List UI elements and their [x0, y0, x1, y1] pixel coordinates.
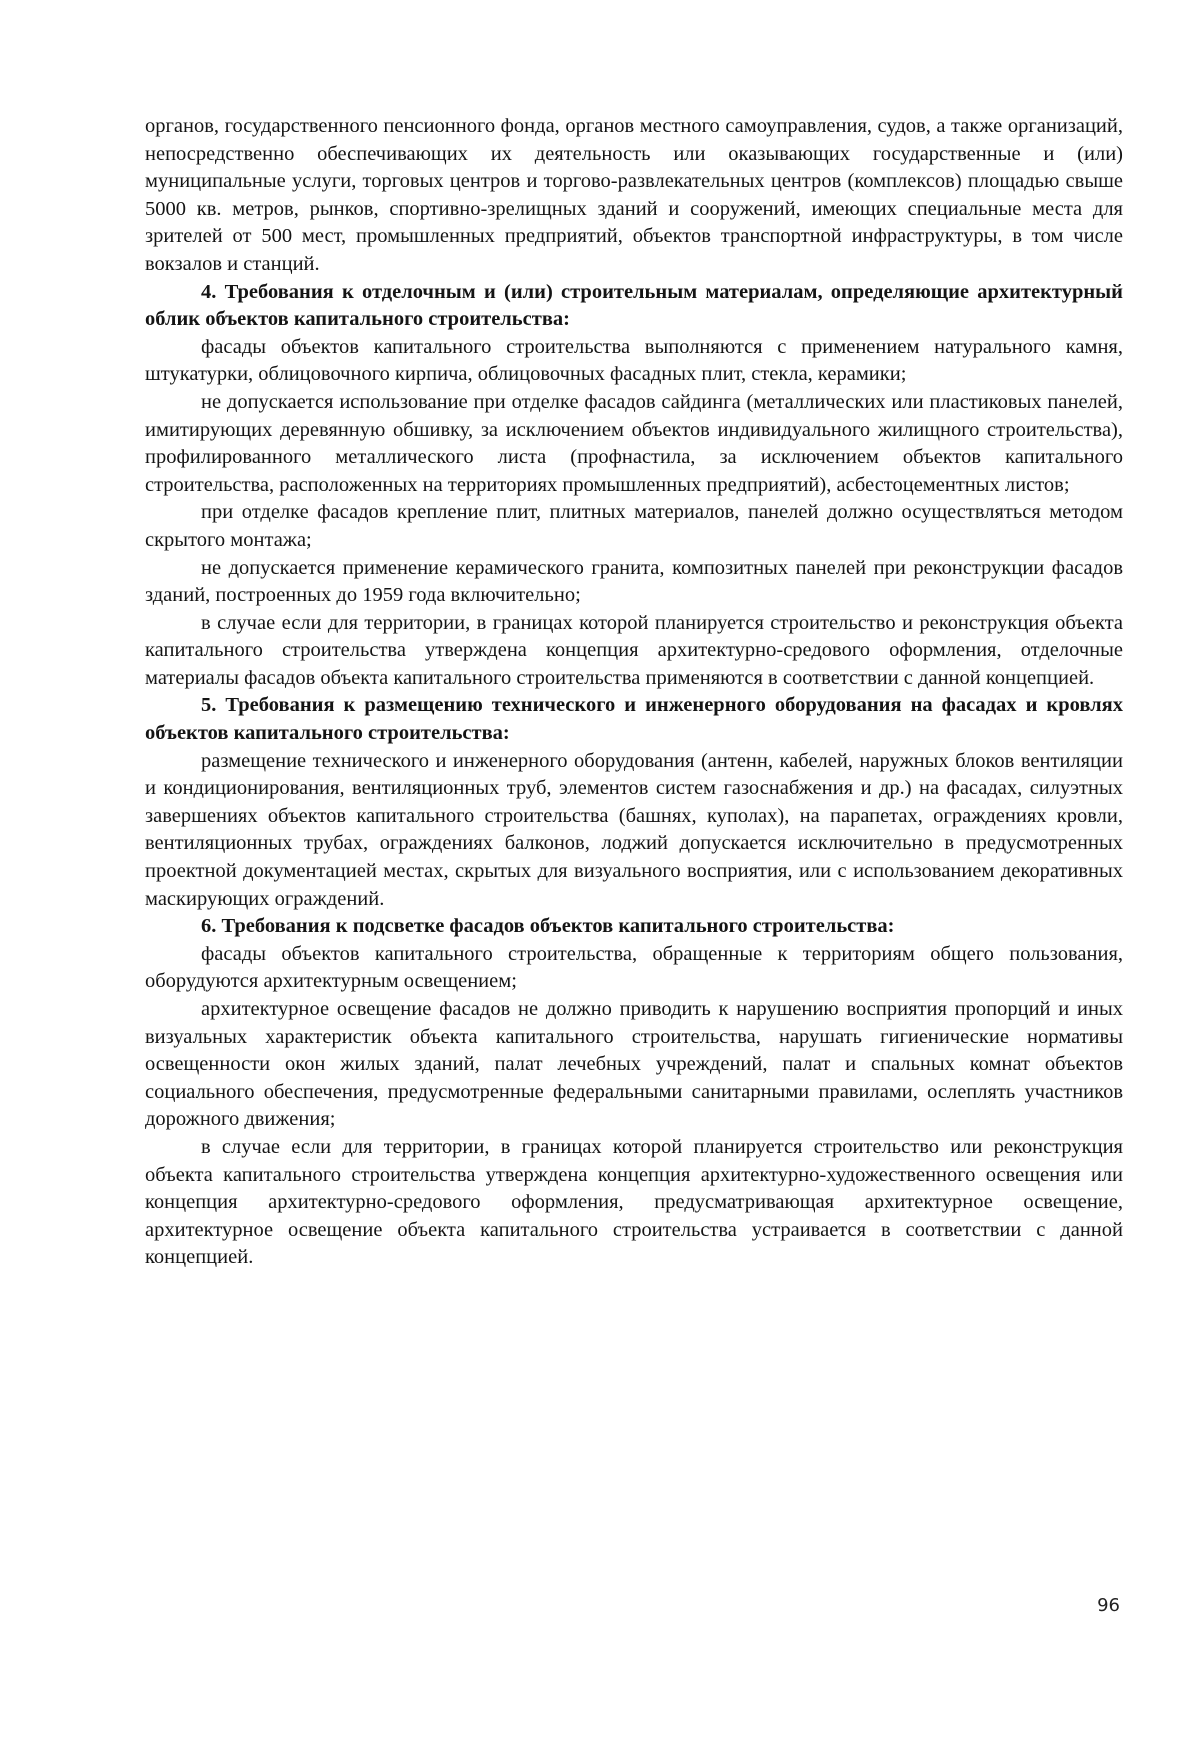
paragraph: не допускается применение керамического гранита, композитных панелей при реконструкции фасадов зданий, построенных до 1959 года включительно;	[145, 556, 1123, 607]
paragraph: в случае если для территории, в границах которой планируется строительство или реконструкция объекта капитального строительства утверждена концепция архитектурно-художественного освещения или концепция архитектурно-средового оформления, предусматривающая архитектурное освещение, архитектурное освещение объекта капитального строительства устраивается в соответствии с данной концепцией.	[145, 1135, 1123, 1269]
page-number: 96	[1097, 1595, 1120, 1616]
paragraph: фасады объектов капитального строительства выполняются с применением натурального камня, штукатурки, облицовочного кирпича, облицовочных фасадных плит, стекла, керамики;	[145, 335, 1123, 386]
section-heading-6: 6. Требования к подсветке фасадов объектов капитального строительства:	[201, 915, 895, 938]
paragraph: не допускается использование при отделке фасадов сайдинга (металлических или пластиковых панелей, имитирующих деревянную обшивку, за исключением объектов индивидуального жилищного строительства), профилированного металлического листа (профнастила, за исключением объектов капитального строительства, расположенных на территориях промышленных предприятий), асбестоцементных листов;	[145, 390, 1123, 496]
paragraph-continuation: органов, государственного пенсионного фонда, органов местного самоуправления, судов, а также организаций, непосредственно обеспечивающих их деятельность или оказывающих государственные и (или) муниципальные услуги, торговых центров и торгово-развлекательных центров (комплексов) площадью свыше 5000 кв. метров, рынков, спортивно-зрелищных зданий и сооружений, имеющих специальные места для зрителей от 500 мест, промышленных предприятий, объектов транспортной инфраструктуры, в том числе вокзалов и станций.	[145, 115, 1123, 275]
paragraph: в случае если для территории, в границах которой планируется строительство и реконструкция объекта капитального строительства утверждена концепция архитектурно-средового оформления, отделочные материалы фасадов объекта капитального строительства применяются в соответствии с данной концепцией.	[145, 611, 1123, 689]
document-body	[145, 113, 1123, 1272]
section-heading-5: 5. Требования к размещению технического и инженерного оборудования на фасадах и кровлях объектов капитального строительства:	[145, 694, 1123, 745]
paragraph: архитектурное освещение фасадов не должно приводить к нарушению восприятия пропорций и иных визуальных характеристик объекта капитального строительства, нарушать гигиенические нормативы освещенности окон жилых зданий, палат лечебных учреждений, палат и спальных комнат объектов социального обеспечения, предусмотренные федеральными санитарными правилами, ослеплять участников дорожного движения;	[145, 998, 1123, 1131]
paragraph: при отделке фасадов крепление плит, плитных материалов, панелей должно осуществляться методом скрытого монтажа;	[145, 501, 1123, 551]
section-heading-4: 4. Требования к отделочным и (или) строительным материалам, определяющие архитектурный облик объектов капитального строительства:	[145, 280, 1123, 331]
paragraph: фасады объектов капитального строительства, обращенные к территориям общего пользования, оборудуются архитектурным освещением;	[145, 942, 1123, 993]
paragraph: размещение технического и инженерного оборудования (антенн, кабелей, наружных блоков вентиляции и кондиционирования, вентиляционных труб, элементов систем газоснабжения и др.) на фасадах, силуэтных завершениях объектов капитального строительства (башнях, куполах), на парапетах, ограждениях кровли, вентиляционных трубах, ограждениях балконов, лоджий допускается исключительно в предусмотренных проектной документацией местах, скрытых для визуального восприятия, или с использованием декоративных маскирующих ограждений.	[145, 749, 1123, 910]
